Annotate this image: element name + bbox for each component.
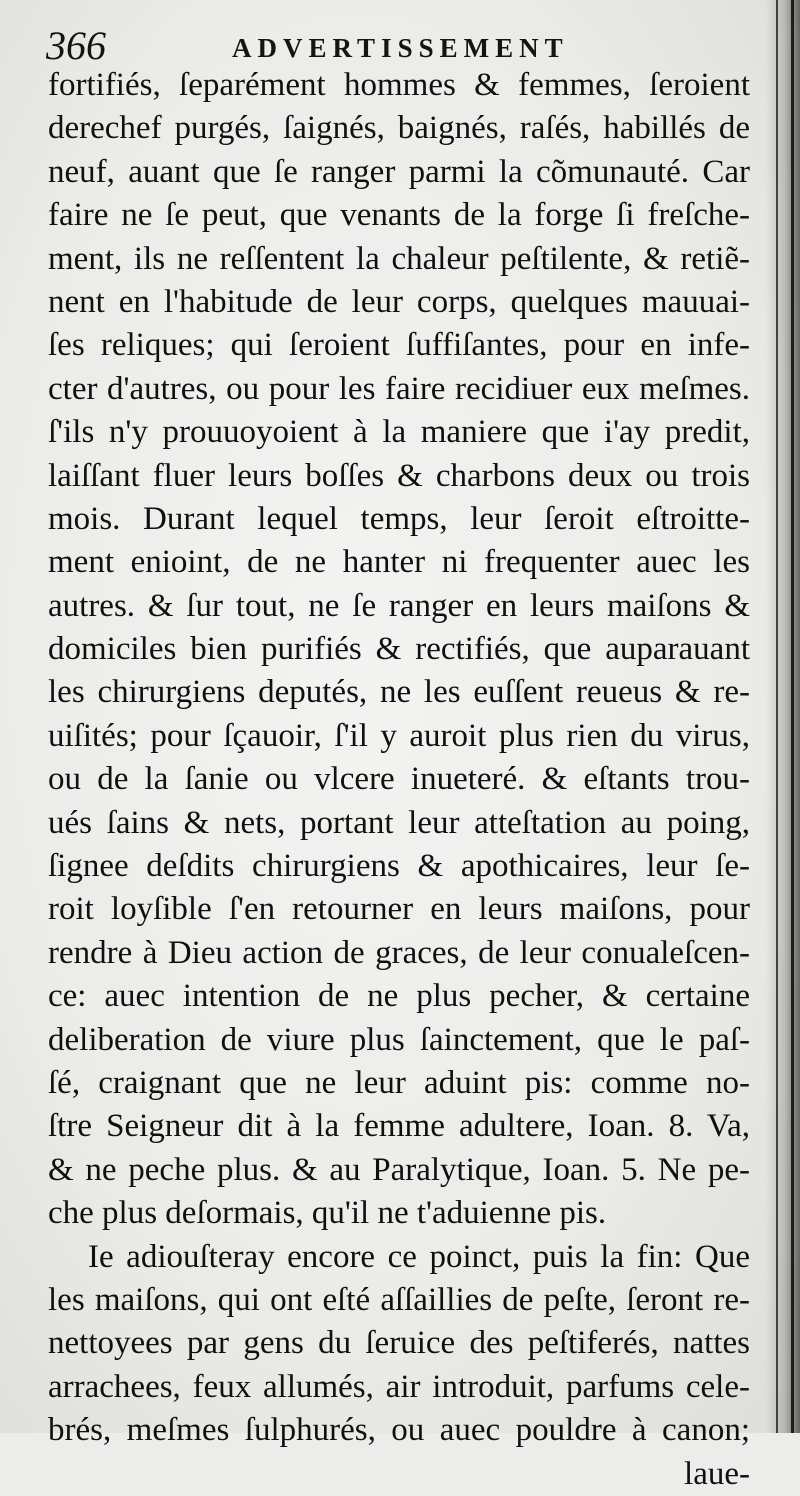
text-line: & ne peche plus. & au Paralytique, Ioan. 5. Ne pe-	[48, 1151, 750, 1188]
text-line: che plus deſormais, qu'il ne t'aduienne pis.	[48, 1195, 607, 1232]
text-line: ou de la ſanie ou vlcere inueteré. & eſtants trou-	[48, 761, 750, 798]
page-edge-line-outer	[791, 0, 794, 1433]
text-line: ſ'ils n'y prouuoyoient à la maniere que i'ay predit,	[48, 414, 750, 451]
text-line: brés, meſmes ſulphurés, ou auec pouldre à canon;	[48, 1412, 750, 1449]
page-number: 366	[46, 23, 106, 68]
text-line: les maiſons, qui ont eſté aſſaillies de peſte, ſeront re-	[48, 1281, 750, 1318]
text-line: arrachees, feux allumés, air introduit, parfums cele-	[48, 1368, 750, 1405]
text-line: nent en l'habitude de leur corps, quelques mauuai-	[48, 283, 750, 320]
text-line: ment enioint, de ne hanter ni frequenter auec les	[48, 544, 750, 581]
text-line: uiſités; pour ſçauoir, ſ'il y auroit plus rien du virus,	[48, 717, 750, 754]
text-line: ce: auec intention de ne plus pecher, & certaine	[48, 978, 750, 1015]
text-line: cter d'autres, ou pour les faire recidiuer eux meſmes.	[48, 370, 750, 407]
text-line: ſtre Seigneur dit à la femme adultere, Ioan. 8. Va,	[48, 1108, 750, 1145]
catchword: laue-	[684, 1455, 750, 1492]
text-line: autres. & ſur tout, ne ſe ranger en leurs maiſons &	[48, 587, 750, 624]
body-text	[48, 64, 750, 1496]
text-line: mois. Durant lequel temps, leur ſeroit eſtroitte-	[48, 500, 750, 537]
page-gutter-shadow	[766, 0, 800, 1433]
page-edge-line	[776, 0, 778, 1433]
text-line: rendre à Dieu action de graces, de leur conualeſcen-	[48, 934, 750, 971]
text-line: Ie adiouſteray encore ce poinct, puis la fin: Que	[88, 1238, 750, 1275]
text-line: roit loyſible ſ'en retourner en leurs maiſons, pour	[48, 891, 750, 928]
text-line: domiciles bien purifiés & rectifiés, que auparauant	[48, 631, 750, 668]
text-line: ués ſains & nets, portant leur atteſtation au poing,	[48, 804, 750, 841]
text-line: derechef purgés, ſaignés, baignés, raſés, habillés de	[48, 110, 750, 147]
text-line: laiſſant fluer leurs boſſes & charbons deux ou trois	[48, 457, 750, 494]
text-line: fortifiés, ſeparément hommes & femmes, ſeroient	[48, 67, 750, 103]
text-line: ment, ils ne reſſentent la chaleur peſtilente, & retiẽ-	[48, 240, 750, 277]
text-line: ſignee deſdits chirurgiens & apothicaires, leur ſe-	[48, 848, 750, 885]
page-header	[46, 22, 746, 70]
text-line: faire ne ſe peut, que venants de la forge ſi freſche-	[48, 197, 750, 234]
text-line: ſé, craignant que ne leur aduint pis: comme no-	[48, 1064, 750, 1101]
text-line: deliberation de viure plus ſainctement, que le paſ-	[48, 1021, 750, 1058]
text-line: nettoyees par gens du ſeruice des peſtiferés, nattes	[48, 1325, 750, 1362]
running-head: ADVERTISSEMENT	[232, 33, 569, 63]
text-line: ſes reliques; qui ſeroient ſuffiſantes, pour en infe-	[48, 327, 750, 364]
text-line: neuf, auant que ſe ranger parmi la cõmunauté. Car	[48, 153, 750, 190]
text-line: les chirurgiens deputés, ne les euſſent reueus & re-	[48, 674, 750, 711]
